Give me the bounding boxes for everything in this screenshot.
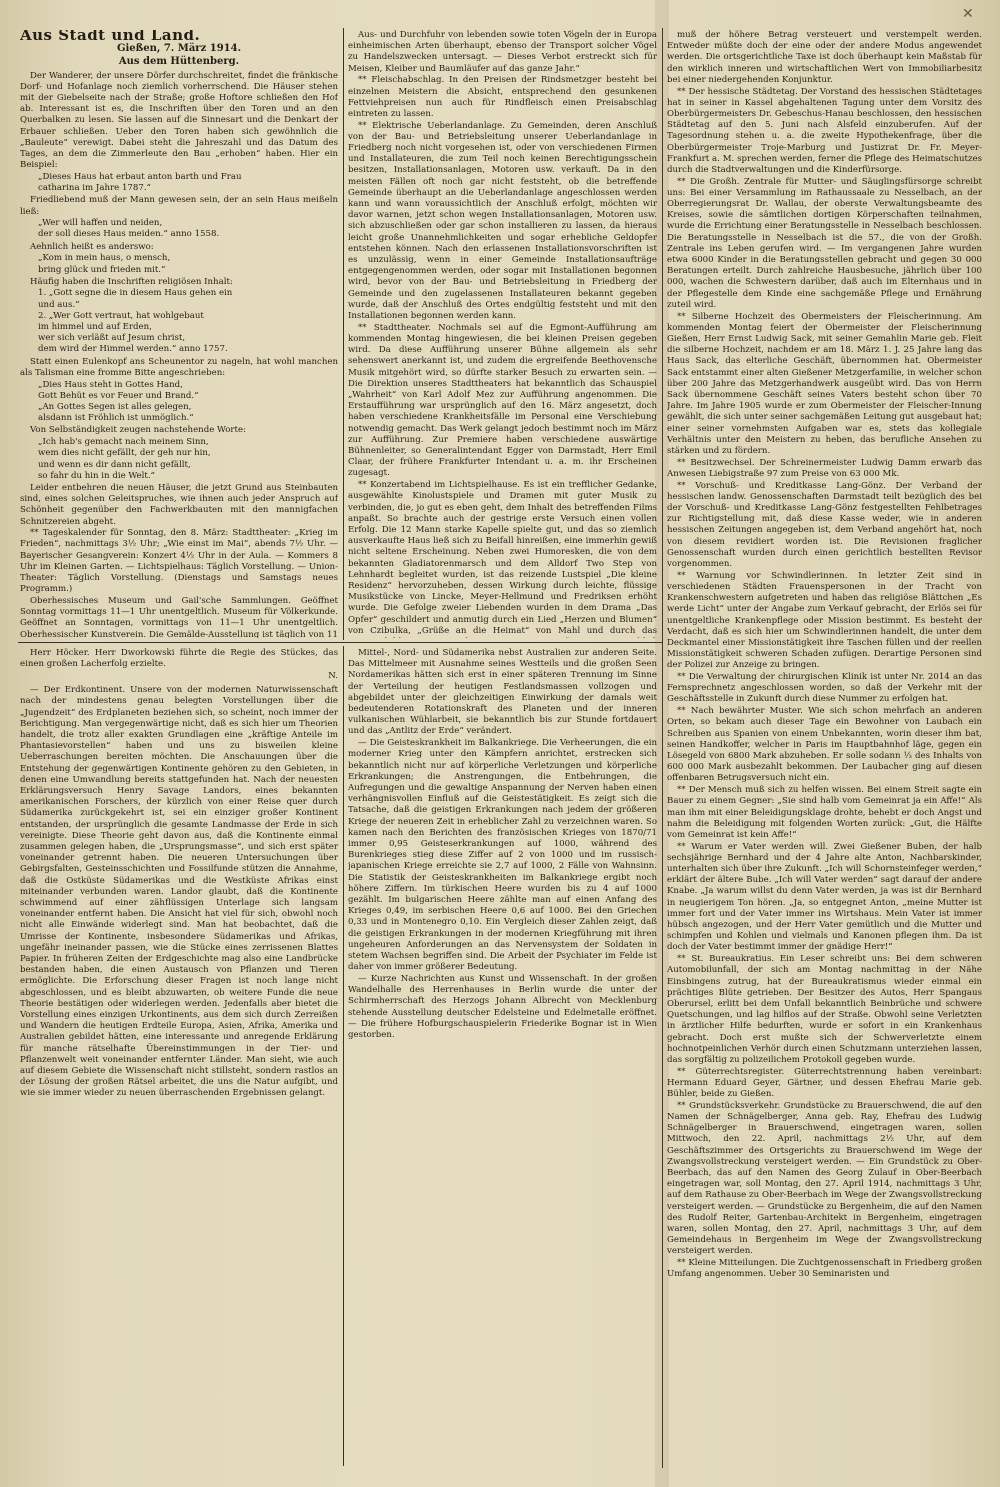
column-rule bbox=[343, 28, 344, 640]
inscription-verse: 1. „Gott segne die in diesem Haus gehen ein und aus.“ 2. „Wer Gott vertraut, hat wohlgebaut im himmel und auf Erden, wer sich verläßt auf Jesum christ, dem wird der Himmel werden.“ anno 1757. bbox=[38, 288, 233, 355]
inscription-verse: „Kom in mein haus, o mensch, bring glück und frieden mit.“ bbox=[38, 253, 171, 275]
article-paragraph: Friedliebend muß der Mann gewesen sein, der an sein Haus meißeln ließ: bbox=[20, 195, 338, 217]
feuilleton-middle bbox=[348, 648, 657, 1466]
news-item: ** Güterrechtsregister. Güterrechtstrennung haben vereinbart: Hermann Eduard Geyer, Gärtner, und dessen Ehefrau Marie geb. Bühler, beide zu Gießen. bbox=[667, 1066, 982, 1100]
article-paragraph: Statt einen Eulenkopf ans Scheunentor zu nageln, hat wohl manchen als Talisman eine fromme Bitte angeschrieben: bbox=[20, 356, 338, 378]
feuilleton-paragraph: — Die Geisteskrankheit im Balkankriege. Die Verheerungen, die ein moderner Krieg unter den Kämpfern anrichtet, erstrecken sich bekanntlich nicht nur auf körperliche Verletzungen und körperliche Erkrankungen; die Anstrengungen, die Entbehrungen, die Aufregungen und die gewaltige Anspannung der Nerven haben einen verhängnisvollen Einfluß auf die Geistestätigkeit. Es zeigt sich die Tatsache, daß die geistigen Erkrankungen nach jedem der größeren Kriege der neueren Zeit in erheblicher Zahl zu verzeichnen waren. So kamen nach den Berichten des französischen Krieges von 1870/71 immer 0,95 Geisteserkrankungen auf 1000, während des Burenkrieges stieg diese Ziffer auf 2 von 1000 und im russisch-japanischen Kriege erreichte sie 2,7 auf 1000, 2 Fälle von Wahnsinn. Die Statistik der Geisteskrankheiten im Balkankriege ergibt noch höhere Ziffern. Im türkischen Heere wurden bis zu 4 auf 1000 gezählt. Im bulgarischen Heere zählte man auf einen Anfang des Krieges 0,49, im serbischen Heere 0,6 auf 1000. Bei den Griechen 0,33 und in Montenegro 0,10. Ein Vergleich dieser Zahlen zeigt, daß die geistigen Erkrankungen in der modernen Kriegführung mit ihren ungeheuren Anforderungen an das Nervensystem der Soldaten in stetem Wachsen begriffen sind. Die Arbeit der Psychiater im Felde ist daher von immer größerer Bedeutung. bbox=[348, 738, 657, 973]
feuilleton-paragraph: Herr Höcker. Herr Dworkowski führte die Regie des Stückes, das einen großen Lacherfolg erzielte. bbox=[20, 648, 338, 670]
news-item: ** Nach bewährter Muster. Wie sich schon mehrfach an anderen Orten, so bekam auch dieser Tage ein Bewohner von Laubach ein Schreiben aus Spanien von einem Unbekannten, worin dieser ihm bat, seinen Handkoffer, welcher in Paris im Hauptbahnhof läge, gegen ein Lösegeld von 6800 Mark abzuheben. Er solle sodann ⅓ des Inhalts von 600 000 Mark ausbezahlt bekommen. Der Laubacher ging auf diesen offenbaren Betrugsversuch nicht ein. bbox=[667, 706, 982, 784]
article-heading: Aus dem Hüttenberg. bbox=[118, 56, 240, 68]
inscription-verse: „Dies Haus steht in Gottes Hand, Gott Behüt es vor Feuer und Brand.“ „An Gottes Segen ist alles gelegen, alsdann ist Fröhlich ist unmöglich.“ bbox=[38, 379, 199, 424]
column-middle bbox=[348, 30, 657, 638]
news-item: Oberhessisches Museum und Gail'sche Sammlungen. Geöffnet Sonntag vormittags 11—1 Uhr unentgeltlich. Museum für Völkerkunde. Geöffnet an Sonntagen, vormittags von 11—1 Uhr unentgeltlich. Oberhessischer Kunstverein. Die Gemälde-Ausstellung ist täglich von 11 bbox=[20, 595, 338, 638]
news-item: ** Die Großh. Zentrale für Mutter- und Säuglingsfürsorge schreibt uns: Bei einer Versammlung im Rathaussaale zu Nesselbach, an der Oberregierungsrat Dr. Wallau, der oberste Verwaltungsbeamte des Kreises, sowie die sämtlichen dortigen Körperschaften teilnahmen, wurde die Errichtung einer Beratungsstelle in Nesselbach beschlossen. Die Beratungsstelle in Nesselbach ist die 57., die von der Großh. Zentrale ins Leben gerufen wird. — Im vergangenen Jahre wurden etwa 6000 Kinder in die Beratungsstellen gebracht und gegen 30 000 Beratungen erteilt. Durch zahlreiche Hausbesuche, jährlich über 100 000, wachen die Schwestern darüber, daß auch im Elternhaus und in der Pflegestelle dem Kinde eine sachgemäße Pflege und Ernährung zuteil wird. bbox=[667, 176, 982, 310]
section-title: Aus Stadt und Land. bbox=[20, 30, 201, 44]
paper-tear-mark: ✕ bbox=[962, 6, 974, 22]
article-paragraph: Aehnlich heißt es anderswo: bbox=[30, 241, 154, 252]
article-paragraph: Von Selbständigkeit zeugen nachstehende Worte: bbox=[30, 425, 246, 436]
news-item: ** Kleine Mitteilungen. Die Zuchtgenossenschaft in Friedberg großen Umfang angenommen. Ueber 30 Seminaristen und bbox=[667, 1258, 982, 1280]
author-signature: N. bbox=[328, 670, 338, 681]
news-item: ** Besitzwechsel. Der Schreinermeister Ludwig Damm erwarb das Anwesen Liebigstraße 97 zum Preise von 63 000 Mk. bbox=[667, 457, 982, 479]
feuilleton-left bbox=[20, 648, 338, 1466]
article-paragraph: Leider entbehren die neuen Häuser, die jetzt Grund aus Steinbauten sind, eines solchen Geleitspruches, wie ihnen auch jeder Anspruch auf Schönheit gegenüber den Fachwerkbauten mit den mannigfachen Schnitzereien abgeht. bbox=[20, 482, 338, 527]
news-item: ** Der Mensch muß sich zu helfen wissen. Bei einem Streit sagte ein Bauer zu einem Gegner: „Sie sind halb vom Gemeinrat ja ein Affe!“ Als man ihm mit einer Beleidigungsklage drohte, behebt er doch Angst und nahm die Beleidigung mit folgenden Worten zurück: „Gut, die Hälfte vom Gemeinrat ist kein Affe!“ bbox=[667, 785, 982, 840]
news-item: ** Warum er Vater werden will. Zwei Gießener Buben, der halb sechsjährige Bernhard und der 4 Jahre alte Anton, Nachbarskinder, unterhalten sich über ihre Zukunft. „Ich will Schornsteinfeger werden,“ erklärt der ältere Bube. „Ich will Vater werden“ sagt darauf der andere Knabe. „Ja warum willst du denn Vater werden, ja was ist dir Bernhard in neugierigem Ton hören. „Ja, so entgegnet Anton, „meine Mutter ist immer fort und der Vater immer ins Wirtshaus. Mein Vater ist immer hübsch angezogen, und der Herr Vater gemütlich und die Mutter und schimpfen und Kohlen und vielmals und Kanonen pflegen ihm. Da ist doch der Vater bestimmt immer der gnädige Herr!“ bbox=[667, 841, 982, 953]
news-item: ** Vorschuß- und Kreditkasse Lang-Gönz. Der Verband der hessischen landw. Genossenschaften Darmstadt teilt bezüglich des bei der Vorschuß- und Kreditkasse Lang-Gönz festgestellten Fehlbetrages zur Richtigstellung mit, daß diese Kasse weder, wie in anderen hessischen Zeitungen angegeben ist, dem Verband angehört hat, noch von diesem revidiert worden ist. Die Revisionen fraglicher Genossenschaft wurden durch einen gerichtlich bestellten Revisor vorgenommen. bbox=[667, 480, 982, 570]
news-item: muß der höhere Betrag versteuert und verstempelt werden. Entweder müßte doch der eine oder der andere Modus angewendet werden. Die ortsgerichtliche Taxe ist doch überhaupt kein Maßstab für den wirklich inneren und wirtschaftlichen Wert von Immobiliarbesitz bei einer niedergehenden Konjunktur. bbox=[667, 30, 982, 85]
inscription-verse: „Dieses Haus hat erbaut anton barth und Frau catharina im Jahre 1787.“ bbox=[38, 171, 242, 194]
dateline: Gießen, 7. März 1914. bbox=[116, 43, 242, 55]
news-item: ** Konzertabend im Lichtspielhause. Es ist ein trefflicher Gedanke, ausgewählte Kinolustspiele und Dramen mit guter Musik zu verbinden, die, jo gut es eben geht, dem Inhalt des betreffenden Films anpaßt. So brachte auch der gestrige erste Versuch einen vollen Erfolg. Die 12 Mann starke Kapelle spielte gut, und das so ziemlich ausverkaufte Haus ließ sich zu Beifall hinreißen, eine immerhin gewiß nicht seltene Erscheinung. Neben zwei Humoresken, die von dem bekannten Gladiatorenmarsch und dem Alldorf Two Step von Lehnhardt begleitet wurden, ist das reizende Lustspiel „Die kleine Residenz“ hervorzuheben, dessen Wirkung durch leichte, flüssige Musikstücke von Lincke, Meyer-Hellmund und Fredriksen erhöht wurde. Die Gefolge zweier Liebenden wurden in dem Drama „Das Opfer“ geschildert und anmutig durch ein Lied „Herzen und Blumen“ von Czibulka, „Grüße an die Heimat“ von Mahl und durch das bbox=[348, 480, 657, 636]
feuilleton-paragraph: Mittel-, Nord- und Südamerika nebst Australien zur anderen Seite. Das Mittelmeer mit Ausnahme seines Westteils und die großen Seen Nordamerikas hätten sich erst in einer späteren Trennung im Sinne der Verteilung der heutigen Festlandsmassen vollzogen und abgebildet unter der gleichzeitigen Einwirkung der damals weit bedeutenderen Rotationskraft des Planeten und der inneren vulkanischen Wühlarbeit, sie bekanntlich bis zur Stunde fortdauert und das „Antlitz der Erde“ verändert. bbox=[348, 648, 657, 737]
news-item: ** Der hessische Städtetag. Der Vorstand des hessischen Städtetages hat in seiner in Kassel abgehaltenen Tagung unter dem Vorsitz des Oberbürgermeisters Dr. Gebeschus-Hanau beschlossen, den hessischen Städtetag auf den 5. Juni nach Alsfeld einzuberufen. Auf der Tagesordnung stehen u. a. die zweite Hypothekenfrage, über die Oberbürgermeister Troje-Marburg und Justizrat Dr. Fr. Meyer-Frankfurt a. M. sprechen werden, ferner die Pflege des Heimatschutzes durch die Stadtverwaltungen und die Kinderfürsorge. bbox=[667, 86, 982, 175]
inscription-verse: „Ich hab's gemacht nach meinem Sinn, wem dies nicht gefällt, der geh nur hin, und wenn es dir dann nicht gefällt, so fahr du hin in die Welt.“ bbox=[38, 437, 211, 481]
news-item: ** St. Bureaukratius. Ein Leser schreibt uns: Bei dem schweren Automobilunfall, der sich am Montag nachmittag in der Nähe Einsbingens zutrug, hat der Bureaukratismus wieder einmal ein prächtiges Blüte getrieben. Der Besitzer des Autos, Herr Spangaus Oberursel, erlitt bei dem Unfall bekanntlich Beinbrüche und schwere Quetschungen, und lag hilflos auf der Straße. Obwohl seine Verletzten in ärztlicher Hilfe bedurften, wurde er sofort in ein Krankenhaus gebracht. Doch erst mußte sich der Schwerverletzte einem hochnotpeinlichen Verhör durch einen Schutzmann unterziehen lassen, das sorgfältig zu polizeilichem Protokoll gegeben wurde. bbox=[667, 954, 982, 1065]
article-paragraph: Häufig haben die Inschriften religiösen Inhalt: bbox=[30, 276, 233, 287]
news-item: ** Fleischabschlag. In den Preisen der Rindsmetzger besteht bei einzelnen Meistern die Absicht, entsprechend den gesunkenen Fettviehpreisen nun auch für Rindfleisch einen Preisabschlag eintreten zu lassen. bbox=[348, 75, 657, 119]
news-item: ** Stadttheater. Nochmals sei auf die Egmont-Aufführung am kommenden Montag hingewiesen, die bei kleinen Preisen gegeben wird. Da diese Aufführung unserer Bühne allgemein als sehr sehenswert anerkannt ist, und zudem die ergreifende Beethovensche Musik mitgehört wird, so dürfte starker Besuch zu erwarten sein. — Die Direktion unseres Stadttheaters hat bekanntlich das Schauspiel „Wahrheit“ von Karl Adolf Mez zur Aufführung angenommen. Die Erstaufführung war ursprünglich auf den 16. März angesetzt, doch haben verschiedene Krankheitsfälle im Personal eine Verschiebung notwendig gemacht. Das Werk gelangt jedoch bestimmt noch im März zur Aufführung. Zur Premiere haben verschiedene auswärtige Bühnenleiter, so Generalintendant Egger von Darmstadt, Herr Emil Claar, der frühere Frankfurter Intendant u. a. m. ihr Erscheinen zugesagt. bbox=[348, 322, 657, 479]
inscription-verse: „Wer will haffen und neiden, der soll dieses Haus meiden.“ anno 1558. bbox=[38, 218, 220, 240]
news-item: ** Warnung vor Schwindlerinnen. In letzter Zeit sind in verschiedenen Städten Frauenspersonen in der Tracht von Krankenschwestern aufgetreten und haben das religiöse Blättchen „Es werde Licht“ unter der Angabe zum Verkauf gebracht, der Erlös sei für unentgeltliche Krankenpflege oder Mission bestimmt. Es besteht der Verdacht, daß es sich hier um Schwindlerinnen handelt, die unter dem Deckmantel einer Missionstätigkeit ihre Taschen füllen und der reellen Missionstätigkeit schweren Schaden zufügen. Derartige Personen sind der Polizei zur Anzeige zu bringen. bbox=[667, 570, 982, 671]
news-item: ** Tageskalender für Sonntag, den 8. März: Stadttheater: „Krieg im Frieden“, nachmittags 3½ Uhr; „Wie einst im Mai“, abends 7½ Uhr. — Bayerischer Gesangverein: Konzert 4½ Uhr in der Aula. — Kommers 8 Uhr im Kleinen Garten. — Lichtspielhaus: Täglich Vorstellung. — Union-Theater: Täglich Vorstellung. (Dienstags und Samstags neues Programm.) bbox=[20, 528, 338, 595]
column-rule bbox=[343, 646, 344, 1466]
column-left bbox=[20, 30, 338, 638]
news-item: ** Grundstücksverkehr. Grundstücke zu Brauerschwend, die auf den Namen der Schnägelberger, Anna geb. Ray, Ehefrau des Ludwig Schnägelberger in Brauerschwend, eingetragen waren, sollen Mittwoch, den 22. April, nachmittags 2½ Uhr, auf dem Geschäftszimmer des Ortsgerichts zu Brauerschwend im Wege der Zwangsvollstreckung versteigert werden. — Ein Grundstück zu Ober-Beerbach, das auf den Namen des Georg Zulauf in Ober-Beerbach eingetragen war, soll Montag, den 27. April 1914, nachmittags 3 Uhr, auf dem Rathause zu Ober-Beerbach im Wege der Zwangsvollstreckung versteigert werden. — Grundstücke zu Bergenheim, die auf den Namen des Rudolf Reiter, Gartenbau-Architekt in Bergenheim, eingetragen waren, sollen Montag, den 27. April, nachmittags 3 Uhr, auf dem Gemeindehaus in Bergenheim im Wege der Zwangsvollstreckung versteigert werden. bbox=[667, 1100, 982, 1257]
section-rule bbox=[18, 642, 662, 643]
column-right bbox=[667, 30, 982, 1470]
feuilleton-paragraph: — Kurze Nachrichten aus Kunst und Wissenschaft. In der großen Wandelhalle des Herrenhauses in Berlin wurde die unter der Schirmherrschaft des Herzogs Johann Albrecht von Mecklenburg stehende Ausstellung deutscher Edelsteine und Edelmetalle eröffnet. — Die frühere Hofburgschauspielerin Friederike Bognar ist in Wien gestorben. bbox=[348, 973, 657, 1040]
news-item: ** Silberne Hochzeit des Obermeisters der Fleischerinnung. Am kommenden Montag feiert der Obermeister der Fleischerinnung Gießen, Herr Ernst Ludwig Sack, mit seiner Gemahlin Marie geb. Fleit die silberne Hochzeit, nachdem er am 18. März 1. J. 25 Jahre lang das Haus Sack, das elterliche Geschäft, übernommen hat. Obermeister Sack entstammt einer alten Gießener Metzgerfamilie, in welcher schon über 200 Jahre das Metzgerhandwerk ausgeübt wird. Das von Herrn Sack übernommene Geschäft seines Vaters besteht schon über 70 Jahre. Im Jahre 1905 wurde er zum Obermeister der Fleischer-Innung gewählt, die sich unter seiner sachgemäßen Leitung gut ausgebaut hat; einer seiner vornehmsten Aufgaben war es, stets das kollegiale Verhältnis unter den Meistern zu heben, das berufliche Ansehen zu stärken und zu fördern. bbox=[667, 311, 982, 457]
news-item: ** Elektrische Ueberlandanlage. Zu Gemeinden, deren Anschluß von der Bau- und Betriebsleitung unserer Ueberlandanlage in Friedberg noch nicht vorgesehen ist, oder von verschiedenen Firmen und Installateuren, die zum Teil noch keinen Berechtigungsschein besitzen, Installationsanlagen, Motoren usw. verkauft. Da in den meisten Fällen oft noch gar nicht feststeht, ob die betreffende Gemeinde überhaupt an die Ueberlandanlage angeschlossen werden kann und wann voraussichtlich der Anschluß erfolgt, möchten wir davor warnen, jetzt schon wegen Installationsanlagen, Motoren usw. sich abzuschließen oder gar schon installieren zu lassen, da hieraus leicht große Unannehmlichkeiten und sogar erhebliche Geldopfer entstehen können. Nach den erlassenen Installationsvorschriften ist es unzulässig, wenn in einer Gemeinde Installationsaufträge entgegengenommen werden, oder sogar mit Installationen begonnen wird, bevor von der Bau- und Betriebsleitung in Friedberg der Gemeinde und den zugelassenen Installateuren bekannt gegeben wurde, daß der Anschluß des Ortes endgültig feststeht und mit den Installationen begonnen werden kann. bbox=[348, 120, 657, 322]
feuilleton-paragraph: — Der Erdkontinent. Unsere von der modernen Naturwissenschaft nach der mindestens genau belegten Vorstellungen über die „Jugendzeit“ des Erdplaneten beziehen sich, so scheint, noch immer der Berichtigung. Man vergegenwärtige nicht, daß es sich hier um Theorien handelt, die trotz aller exakten Grundlagen eine „kräftige Anteile im Phantasievorstellen“ haben und uns zu bisweilen kleine Ueberraschungen bereiten möchten. Die Anschauungen über die Entstehung der gegenwärtigen Kontinente gehören zu den Gebieten, in denen eine Umwandlung bereits stattgefunden hat. Nach der neuesten Erklärungsversuch Henry Savage Landors, eines bekannten amerikanischen Forschers, der kürzlich von einer Reise quer durch Südamerika zurückgekehrt ist, sei ein einziger großer Kontinent entstanden, der ursprünglich die gesamte Landmasse der Erde in sich vereinigte. Diese Theorie geht davon aus, daß die Kontinente einmal zusammen gelegen haben, die „Ursprungsmasse“, und sich erst später voneinander getrennt haben. Die neueren Untersuchungen über Gebirgsfalten, Gesteinsschichten und Fossilfunde stützen die Annahme, daß die Ostküste Südamerikas und die Westküste Afrikas einst miteinander verbunden waren. Landor glaubt, daß die Kontinente schwimmend auf einer zähflüssigen Unterlage sich langsam voneinander entfernt haben. Die Ansicht hat viel für sich, obwohl noch nicht alle Einwände widerlegt sind. Man hat beobachtet, daß die Umrisse der Kontinente, insbesondere Südamerikas und Afrikas, ungefähr ineinander passen, wie die Stücke eines zerrissenen Blattes Papier. In früheren Zeiten der Erdgeschichte mag also eine Landbrücke bestanden haben, die einen Austausch von Pflanzen und Tieren ermöglichte. Die Erforschung dieser Fragen ist noch lange nicht abgeschlossen, und es bleibt abzuwarten, ob weitere Funde die neue Theorie bestätigen oder widerlegen werden. Jedenfalls aber bietet die Vorstellung eines einzigen Urkontinents, aus dem sich durch Zerreißen und Wandern die heutigen Erdteile Europa, Asien, Afrika, Amerika und Australien gebildet hätten, eine interessante und anregende Erklärung für manche rätselhafte Übereinstimmungen in der Tier- und Pflanzenwelt weit voneinander entfernter Länder. Man sieht, wie auch auf diesem Gebiete die Wissenschaft nicht stillsteht, sondern rastlos an der Lösung der großen Rätsel arbeitet, die uns die Natur aufgibt, und wie sie immer wieder zu neuen überraschenden Ergebnissen gelangt. bbox=[20, 685, 338, 1099]
article-paragraph: Der Wanderer, der unsere Dörfer durchschreitet, findet die fränkische Dorf- und Hofanlage noch ziemlich vorherrschend. Die Häuser stehen mit der Giebelseite nach der Straße; große Hoftore schließen den Hof ab. Interessant ist es, die Inschriften über den Toren und an den Querbalken zu lesen. Sie lassen auf die Sinnesart und die Denkart der Erbauer schließen. Ueber den Toren haben sich gewöhnlich die „Bauleute“ verewigt. Dabei steht die Jahreszahl und das Datum des Tages, an dem die Zimmerleute den Bau „erhoben“ haben. Hier ein Beispiel: bbox=[20, 70, 338, 171]
news-item: ** Die Verwaltung der chirurgischen Klinik ist unter Nr. 2014 an das Fernsprechnetz angeschlossen worden, so daß der Verkehr mit der Geschäftsstelle in Zukunft durch diese Nummer zu erfolgen hat. bbox=[667, 672, 982, 705]
news-item: Aus- und Durchfuhr von lebenden sowie toten Vögeln der in Europa einheimischen Arten überhaupt, ebenso der Transport solcher Vögel zu Handelszwecken untersagt. — Dieses Verbot erstreckt sich für Meisen, Kleiber und Baumläufer auf das ganze Jahr.“ bbox=[348, 30, 657, 74]
